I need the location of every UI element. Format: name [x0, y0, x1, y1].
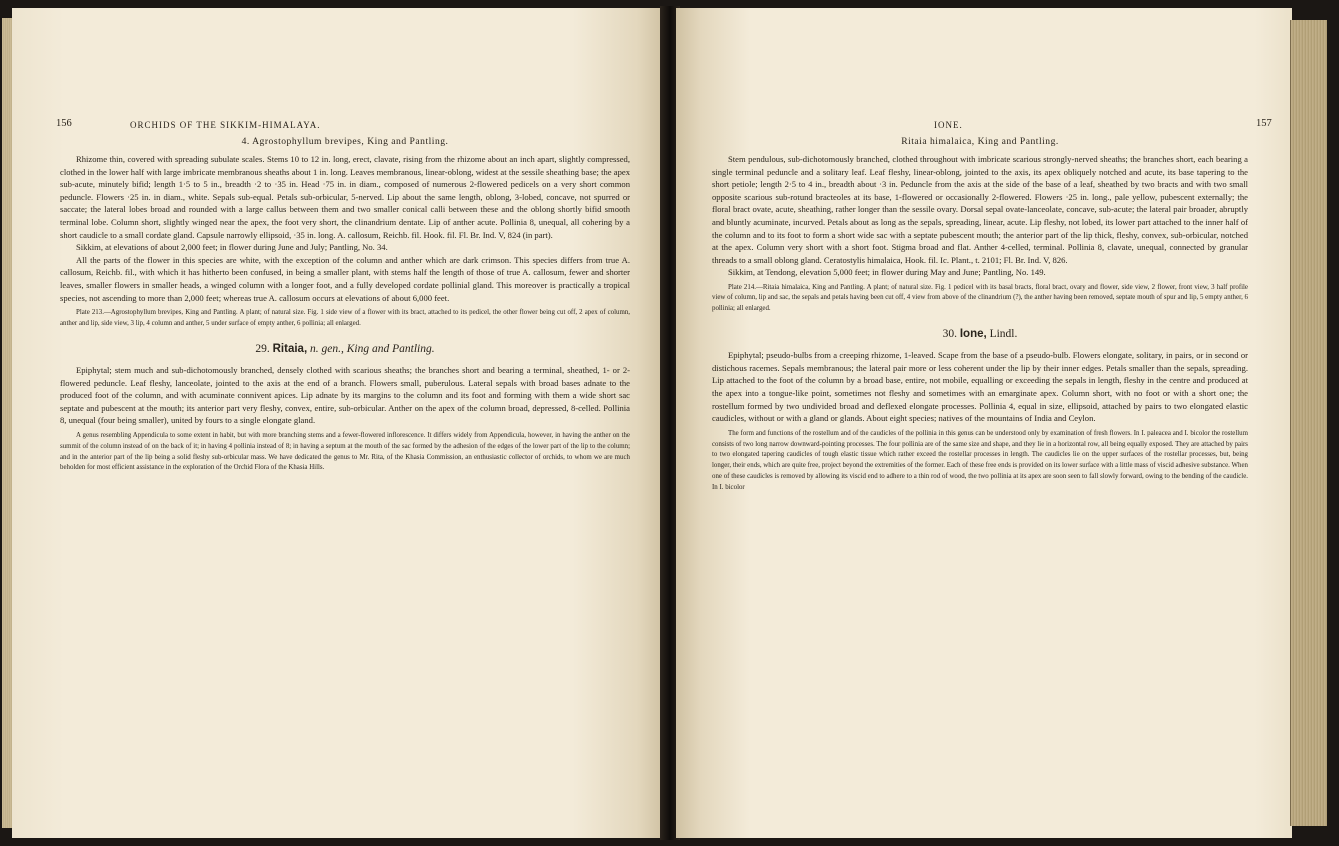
left-running-head: ORCHIDS OF THE SIKKIM-HIMALAYA. — [130, 120, 321, 130]
right-page-number: 157 — [1256, 118, 1272, 129]
genus-name: Ione, — [959, 328, 987, 341]
genus-description: Epiphytal; stem much and sub-dichotomously branched, densely clothed with scarious sheaths; the branches short and bearing a terminal, sheathed, 1- or 2-flowered peduncle. Leaf fleshy, lanceolate, jointed to the axis at the end of a branch. Flowers small, puberulous. Lateral sepals with broad bases adnate to the produced foot of the column, and with acuminate connivent apices. Lip adnate by its margins to the column and its foot and forming with them a wide short sac septate and pubescent at the mouth; its anterior part very fleshy, convex, entire, sub-orbicular. Anther on the apex of the column broad, depressed, 8-celled. Pollinia 8, unequal (four being smaller), united by fours to a single elongate gland. — [60, 364, 630, 426]
species-description: Stem pendulous, sub-dichotomously branched, clothed throughout with imbricate scarious strongly-nerved sheaths; the branches short, each bearing a single terminal peduncle and a solitary leaf. Leaf fleshy, linear-oblong, jointed to the axis, its apex obliquely notched and acute, its base tapering to the short petiole; length 2·5 to 4 in., breadth about ·3 in. Peduncle from the axis at the side of the base of a leaf, sheathed by two bracts and with two small opposite scarious sub-rotund bracteoles at its base, 1-flowered or occasionally 2-flowered. Flowers ·25 in. long., pale yellow, pubescent externally; the floral bract ovate, acute, sheathing, rather longer than the sessile ovary. Dorsal sepal ovate-lanceolate, concave, sub-acute; the lateral pair broader, abruptly and bluntly acuminate, incurved. Petals about as long as the sepals, spreading, linear, acute. Lip fleshy, not lobed, its lower part attached to the inner half of the column and to its foot to form a short wide sac with a septate pubescent mouth; the anterior part of the lip thick, fleshy, convex, sub-orbicular, notched at the apex. Column very short with a short foot. Stigma broad and flat. Anther 4-celled, terminal. Pollinia 8, clavate, unequal, connected by granular threads to a small oblong gland. Ceratostylis himalaica, Hook. fil. Ic. Plant., t. 2101; Fl. Br. Ind. V, 826. — [712, 154, 1248, 265]
genus-description: Epiphytal; pseudo-bulbs from a creeping rhizome, 1-leaved. Scape from the base of a pseudo-bulb. Flowers elongate, solitary, in pairs, or in second or distichous racemes. Sepals membranous; the lateral pair more or less coherent under the lip by their inner edges. Petals smaller than the sepals, spreading. Lip attached to the foot of the column by a broad base, entire, not mobile, equalling or exceeding the sepals in length, fleshy in the centre and produced at the apex into a tongue-like point, sometimes not fleshy and sometimes with an emarginate apex. Column short, with no foot or with a short one; the rostellum formed by two undivided broad and deflexed elongate processes. Pollinia 4, equal in size, ellipsoid, attached by pairs to two elongated elastic caudicles, without or with a gland or glands. About eight species; natives of the mountains of India and Ceylon. — [712, 350, 1248, 424]
genus-note: The form and functions of the rostellum and of the caudicles of the pollinia in this genus can be understood only by examination of fresh flowers. In I. paleacea and I. bicolor the rostellum consists of two long narrow downward-pointing processes. The four pollinia are of the same size and shape, and they lie in a horizontal row, all being equally exposed. They are attached by pairs to two elongated tapering caudicles of tough elastic tissue which rather exceed the rostellar processes in length. The caudicles lie on the upper surfaces of the rostellar processes, but, being longer, their ends, which are quite free, project beyond the extremities of the former. Each of these free ends is provided on its lower surface with a little mass of viscid adhesive substance. When one of these caudicles is removed by allowing its viscid end to adhere to a thin rod of wood, the two pollinia at its apex are soon seen to fall slowly forward, owing to the bending of the caudicle. In I. bicolor — [712, 429, 1248, 491]
genus-heading-ritaia — [60, 343, 630, 355]
left-page — [12, 8, 664, 838]
genus-authority: n. gen., King and Pantling. — [307, 342, 435, 355]
plate-caption: Plate 213.—Agrostophyllum brevipes, King and Pantling. A plant; of natural size. Fig. 1 side view of a flower with its bract, attached to its pedicel, the other flower being cut off, 2 apex of column, anther and lip, side view, 3 lip, 4 column and anther, 5 under surface of empty anther, 6 pollinia; all enlarged. — [60, 309, 630, 327]
species-heading-agrostophyllum: 4. Agrostophyllum brevipes, King and Pantling. — [241, 136, 449, 147]
right-page — [676, 8, 1292, 838]
plate-caption: Plate 214.—Ritaia himalaica, King and Pantling. A plant; of natural size. Fig. 1 pedicel with its basal bracts, floral bract, ovary and flower, side view, 2 flower, front view, 3 half profile view of column, lip and sac, the sepals and petals having been cut off, 4 view from above of the clinandrium (?), the anther having been removed, septate mouth of spur and lip, 5 empty anther, 6 pollinia; all enlarged. — [712, 283, 1248, 312]
genus-number: 29. — [255, 342, 270, 355]
left-page-edges — [2, 18, 12, 828]
genus-heading-ione — [712, 328, 1248, 340]
genus-name: Ritaia, — [272, 342, 308, 355]
species-description: Rhizome thin, covered with spreading subulate scales. Stems 10 to 12 in. long, erect, clavate, rising from the rhizome about an inch apart, slightly compressed, clothed in the lower half with large imbricate membranous sheaths about 1 in. long. Leaves membranous, linear-oblong, widest at the sessile sheathing base; the apex sub-acute, minutely bifid; length 1·5 to 5 in., breadth ·2 to ·35 in. Head ·75 in. in diam., composed of numerous 2-flowered pedicels on a very short common peduncle. Flowers ·25 in. in diam., white. Sepals sub-equal. Petals sub-orbicular, 5-nerved. Lip about the same length, oblong, 3-lobed, concave, not spurred or saccate; the lateral lobes broad and rounded with a large callus between them and two smaller conical calli between these and the oblong shortly bifid smooth terminal lobe. Column short, slightly winged near the apex, the foot very short, the clinandrium dentate. Lip of anther acute. Pollinia 8, unequal, all cohering by a short caudicle to a small cordate gland. Capsule narrowly ellipsoid, ·35 in. long. A. callosum, Reichb. fil. Hook. fil. Fl. Br. Ind. V, 824 (in part). — [60, 154, 630, 240]
right-running-head: IONE. — [934, 120, 963, 130]
species-locality: Sikkim, at elevations of about 2,000 feet; in flower during June and July; Pantling, No. 34. — [76, 242, 388, 253]
genus-number: 30. — [942, 328, 957, 341]
species-remarks: All the parts of the flower in this species are white, with the exception of the column and anther which are dark crimson. This species differs from true A. callosum, Reichb. fil., with which it has hitherto been confused, in being a smaller plant, with stems half the length of those of true A. callosum, fewer and shorter leaves, smaller flowers in smaller heads, a winged column with a longer foot, and a fully developed cordate pollinial gland. This moreover is practically a tropical species, not ascending to more than 2,000 feet; whereas true A. callosum occurs at elevations of about 6,000 feet. — [60, 254, 630, 303]
genus-authority: Lindl. — [986, 328, 1018, 341]
species-heading-ritaia: Ritaia himalaica, King and Pantling. — [901, 136, 1059, 147]
right-page-edges — [1290, 20, 1327, 826]
species-locality: Sikkim, at Tendong, elevation 5,000 feet; in flower during May and June; Pantling, No. 149. — [728, 267, 1046, 278]
genus-note: A genus resembling Appendicula to some extent in habit, but with more branching stems and a fewer-flowered inflorescence. It differs widely from Appendicula, however, in having the anther on the summit of the column instead of on the back of it; in having 4 pollinia instead of 8; in having a septum at the mouth of the sac formed by the adhesion of the edges of the lower part of the lip to the column; and in the anterior part of the lip being a solid fleshy sub-orbicular mass. We have dedicated the genus to Mr. Rita, of the Khasia Commission, an enthusiastic collector of orchids, to whom we are much beholden for most efficient assistance in the exploration of the Orchid Flora of the Khasia Hills. — [60, 431, 630, 472]
left-page-number: 156 — [56, 118, 72, 129]
